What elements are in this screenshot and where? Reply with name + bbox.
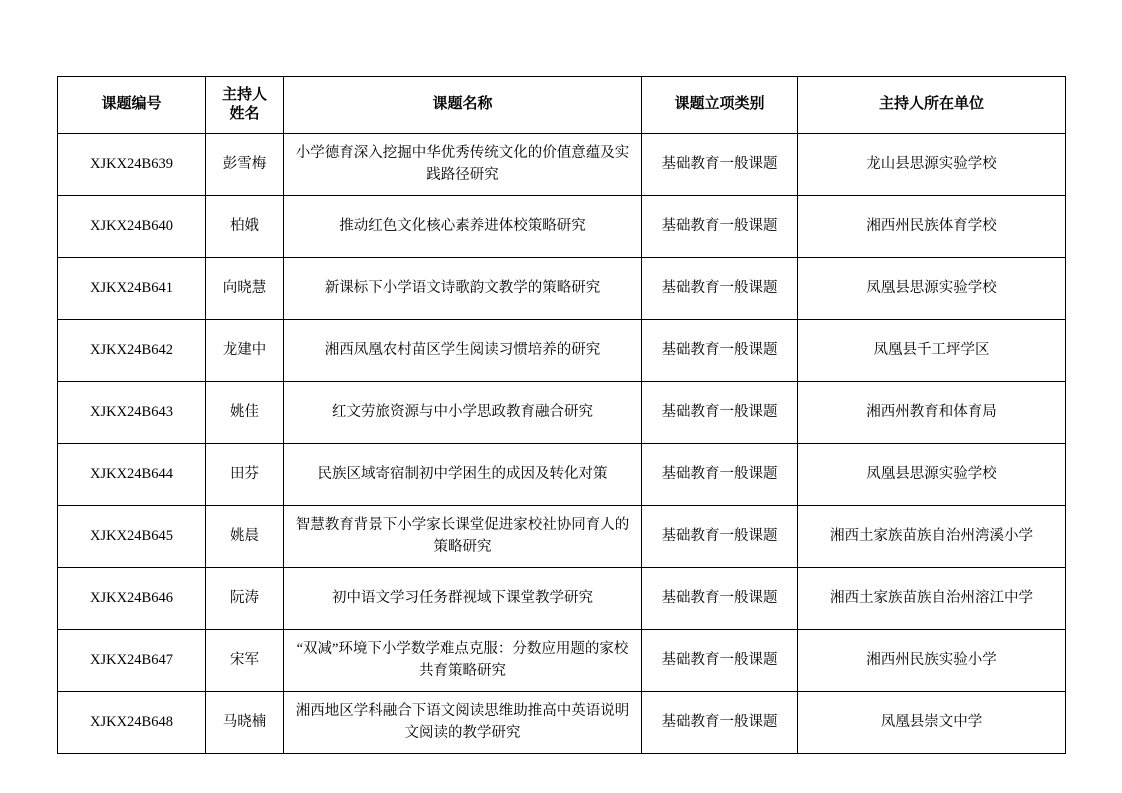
table-header [58,77,1066,134]
cell-type: 基础教育一般课题 [642,630,798,692]
project-table-container [57,76,1065,754]
cell-name: 彭雪梅 [206,134,284,196]
cell-title: 初中语文学习任务群视域下课堂教学研究 [284,568,642,630]
table-body [58,134,1066,754]
column-header-code: 课题编号 [58,77,206,134]
column-header-type: 课题立项类别 [642,77,798,134]
cell-code: XJKX24B643 [58,382,206,444]
cell-unit: 湘西州教育和体育局 [798,382,1066,444]
cell-unit: 凤凰县千工坪学区 [798,320,1066,382]
column-header-unit: 主持人所在单位 [798,77,1066,134]
cell-title: 湘西地区学科融合下语文阅读思维助推高中英语说明文阅读的教学研究 [284,692,642,754]
cell-type: 基础教育一般课题 [642,134,798,196]
cell-name: 龙建中 [206,320,284,382]
cell-name: 柏娥 [206,196,284,258]
cell-type: 基础教育一般课题 [642,692,798,754]
cell-name: 向晓慧 [206,258,284,320]
table-row [58,506,1066,568]
cell-code: XJKX24B642 [58,320,206,382]
cell-unit: 凤凰县思源实验学校 [798,444,1066,506]
cell-unit: 凤凰县崇文中学 [798,692,1066,754]
cell-name: 田芬 [206,444,284,506]
column-header-name [206,77,284,134]
cell-title: “双减”环境下小学数学难点克服：分数应用题的家校共育策略研究 [284,630,642,692]
table-row [58,382,1066,444]
cell-unit: 湘西土家族苗族自治州湾溪小学 [798,506,1066,568]
cell-name: 阮涛 [206,568,284,630]
cell-unit: 凤凰县思源实验学校 [798,258,1066,320]
cell-code: XJKX24B645 [58,506,206,568]
cell-code: XJKX24B641 [58,258,206,320]
cell-title: 民族区域寄宿制初中学困生的成因及转化对策 [284,444,642,506]
cell-title: 新课标下小学语文诗歌韵文教学的策略研究 [284,258,642,320]
cell-type: 基础教育一般课题 [642,196,798,258]
table-row [58,134,1066,196]
cell-title: 红文劳旅资源与中小学思政教育融合研究 [284,382,642,444]
cell-unit: 湘西土家族苗族自治州溶江中学 [798,568,1066,630]
table-row [58,692,1066,754]
cell-title: 小学德育深入挖掘中华优秀传统文化的价值意蕴及实践路径研究 [284,134,642,196]
cell-title: 湘西凤凰农村苗区学生阅读习惯培养的研究 [284,320,642,382]
table-row [58,444,1066,506]
table-row [58,196,1066,258]
cell-title: 智慧教育背景下小学家长课堂促进家校社协同育人的策略研究 [284,506,642,568]
cell-code: XJKX24B648 [58,692,206,754]
table-header-row [58,77,1066,134]
table-row [58,320,1066,382]
column-header-title: 课题名称 [284,77,642,134]
cell-type: 基础教育一般课题 [642,320,798,382]
table-row [58,630,1066,692]
project-table [57,76,1066,754]
cell-title: 推动红色文化核心素养进体校策略研究 [284,196,642,258]
cell-name: 姚佳 [206,382,284,444]
cell-name: 宋军 [206,630,284,692]
cell-type: 基础教育一般课题 [642,444,798,506]
cell-unit: 湘西州民族体育学校 [798,196,1066,258]
cell-type: 基础教育一般课题 [642,258,798,320]
cell-unit: 龙山县思源实验学校 [798,134,1066,196]
cell-type: 基础教育一般课题 [642,506,798,568]
cell-unit: 湘西州民族实验小学 [798,630,1066,692]
cell-code: XJKX24B646 [58,568,206,630]
cell-name: 马晓楠 [206,692,284,754]
cell-name: 姚晨 [206,506,284,568]
column-header-name-line1: 主持人 [221,86,267,103]
table-row [58,258,1066,320]
cell-type: 基础教育一般课题 [642,382,798,444]
column-header-name-line2: 姓名 [229,106,260,122]
cell-code: XJKX24B640 [58,196,206,258]
cell-code: XJKX24B644 [58,444,206,506]
cell-type: 基础教育一般课题 [642,568,798,630]
cell-code: XJKX24B647 [58,630,206,692]
cell-code: XJKX24B639 [58,134,206,196]
table-row [58,568,1066,630]
